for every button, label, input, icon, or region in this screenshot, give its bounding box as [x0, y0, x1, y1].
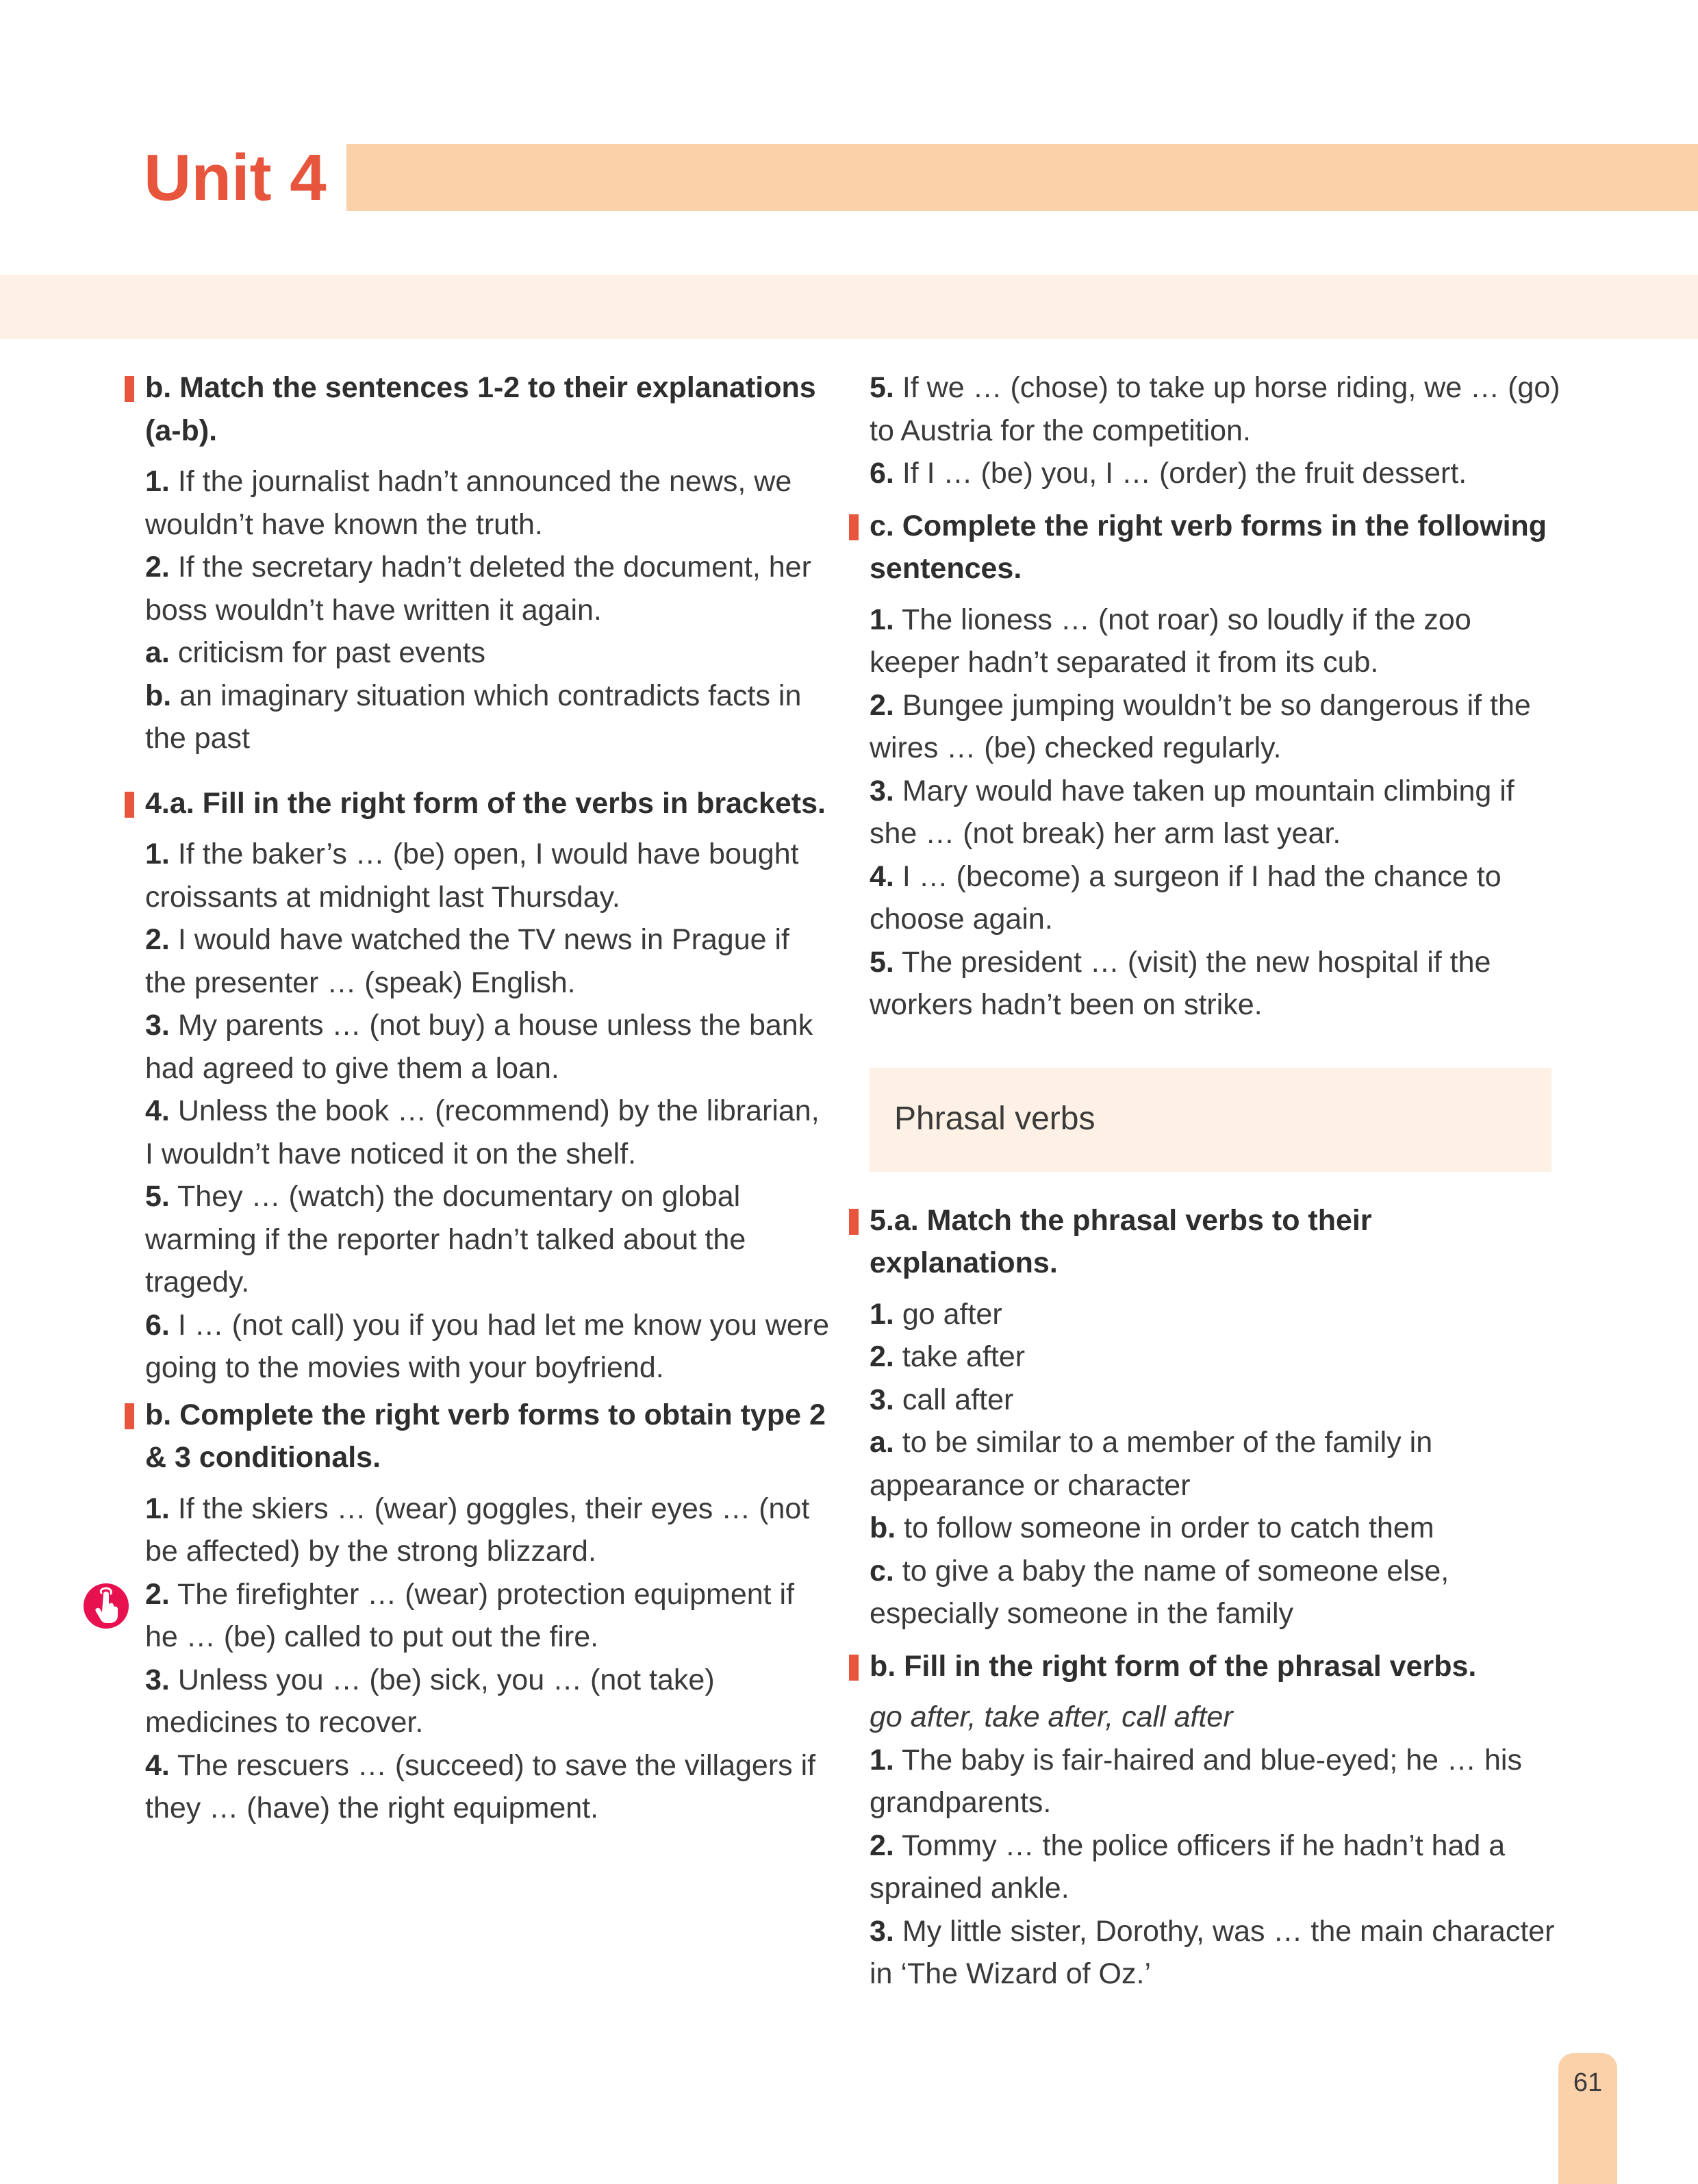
list-item: 5. If we … (chose) to take up horse riding, we … (go) to Austria for the competition. — [870, 371, 1560, 447]
hand-pointer-icon[interactable] — [84, 1583, 129, 1629]
exercise-heading-4a: 4.a. Fill in the right form of the verbs in brackets. — [145, 782, 830, 825]
list-item: 1. go after — [870, 1297, 1002, 1331]
list-item: 3. My parents … (not buy) a house unless the bank had agreed to give them a loan. — [145, 1009, 813, 1085]
list-item: 3. My little sister, Dorothy, was … the main character in ‘The Wizard of Oz.’ — [870, 1914, 1555, 1990]
hand-pointer-glyph — [84, 1583, 129, 1629]
section-marker-icon — [849, 514, 859, 540]
list-item: 3. Unless you … (be) sick, you … (not take) medicines to recover. — [145, 1663, 715, 1739]
section-marker-icon — [849, 1209, 859, 1235]
list-item: a. criticism for past events — [145, 636, 486, 669]
page-number: 61 — [1573, 2068, 1603, 2097]
unit-title: Unit 4 — [144, 141, 327, 214]
list-item: 2. take after — [870, 1340, 1026, 1373]
exercise-heading-4b-complete: b. Complete the right verb forms to obtain type 2 & 3 conditionals. — [145, 1394, 830, 1479]
exercise-heading-4c: c. Complete the right verb forms in the following sentences. — [870, 505, 1561, 590]
header-sub-band — [0, 275, 1698, 339]
list-item: 5. They … (watch) the documentary on global warming if the reporter hadn’t talked about the tragedy. — [145, 1180, 746, 1298]
section-marker-icon — [849, 1655, 859, 1681]
list-item: 3. call after — [870, 1383, 1014, 1416]
list-item: b. to follow someone in order to catch them — [870, 1511, 1434, 1544]
section-marker-icon — [125, 792, 134, 818]
list-item: 2. The firefighter … (wear) protection equipment if he … (be) called to put out the fire. — [145, 1577, 795, 1653]
phrasal-verbs-section-title: Phrasal verbs — [870, 1068, 1551, 1172]
list-item: 4. I … (become) a surgeon if I had the chance to choose again. — [870, 859, 1501, 936]
section-marker-icon — [125, 376, 134, 402]
list-item: 4. Unless the book … (recommend) by the librarian, I wouldn’t have noticed it on the shelf. — [145, 1094, 820, 1170]
word-list: go after, take after, call after — [870, 1700, 1233, 1733]
list-item: 4. The rescuers … (succeed) to save the villagers if they … (have) the right equipment. — [145, 1748, 816, 1824]
spacer — [145, 760, 830, 782]
list-item: 6. If I … (be) you, I … (order) the fruit dessert. — [870, 457, 1467, 490]
list-item: 2. Tommy … the police officers if he hadn’t had a sprained ankle. — [870, 1829, 1506, 1905]
page-number-tab — [1558, 2053, 1617, 2184]
list-item: 1. If the journalist hadn’t announced the news, we wouldn’t have known the truth. — [145, 465, 792, 541]
list-item: b. an imaginary situation which contradicts facts in the past — [145, 679, 802, 755]
exercise-heading-4b-match: b. Match the sentences 1-2 to their explanations (a-b). — [145, 366, 830, 452]
left-column — [145, 366, 830, 1830]
exercise-heading-5a: 5.a. Match the phrasal verbs to their explanations. — [870, 1199, 1561, 1285]
list-item: 3. Mary would have taken up mountain climbing if she … (not break) her arm last year. — [870, 774, 1515, 850]
list-item: 2. If the secretary hadn’t deleted the document, her boss wouldn’t have written it again. — [145, 551, 811, 627]
unit-title-band — [346, 144, 1698, 211]
list-item: 1. If the skiers … (wear) goggles, their eyes … (not be affected) by the strong blizzard. — [145, 1492, 810, 1568]
exercise-heading-5b: b. Fill in the right form of the phrasal verbs. — [870, 1645, 1561, 1688]
list-item: 5. The president … (visit) the new hospital if the workers hadn’t been on strike. — [870, 945, 1491, 1021]
list-item: 6. I … (not call) you if you had let me know you were going to the movies with your boyfriend. — [145, 1308, 830, 1384]
list-item: a. to be similar to a member of the family in appearance or character — [870, 1426, 1433, 1502]
section-marker-icon — [125, 1403, 134, 1429]
list-item: 1. If the baker’s … (be) open, I would have bought croissants at midnight last Thursday. — [145, 838, 799, 914]
list-item: 2. I would have watched the TV news in Prague if the presenter … (speak) English. — [145, 923, 789, 999]
list-item: c. to give a baby the name of someone else, especially someone in the family — [870, 1554, 1449, 1630]
list-item: 1. The lioness … (not roar) so loudly if the zoo keeper hadn’t separated it from its cub. — [870, 603, 1471, 679]
list-item: 2. Bungee jumping wouldn’t be so dangerous if the wires … (be) checked regularly. — [870, 688, 1531, 764]
list-item: 1. The baby is fair-haired and blue-eyed; he … his grandparents. — [870, 1743, 1522, 1819]
right-column — [870, 366, 1561, 1996]
